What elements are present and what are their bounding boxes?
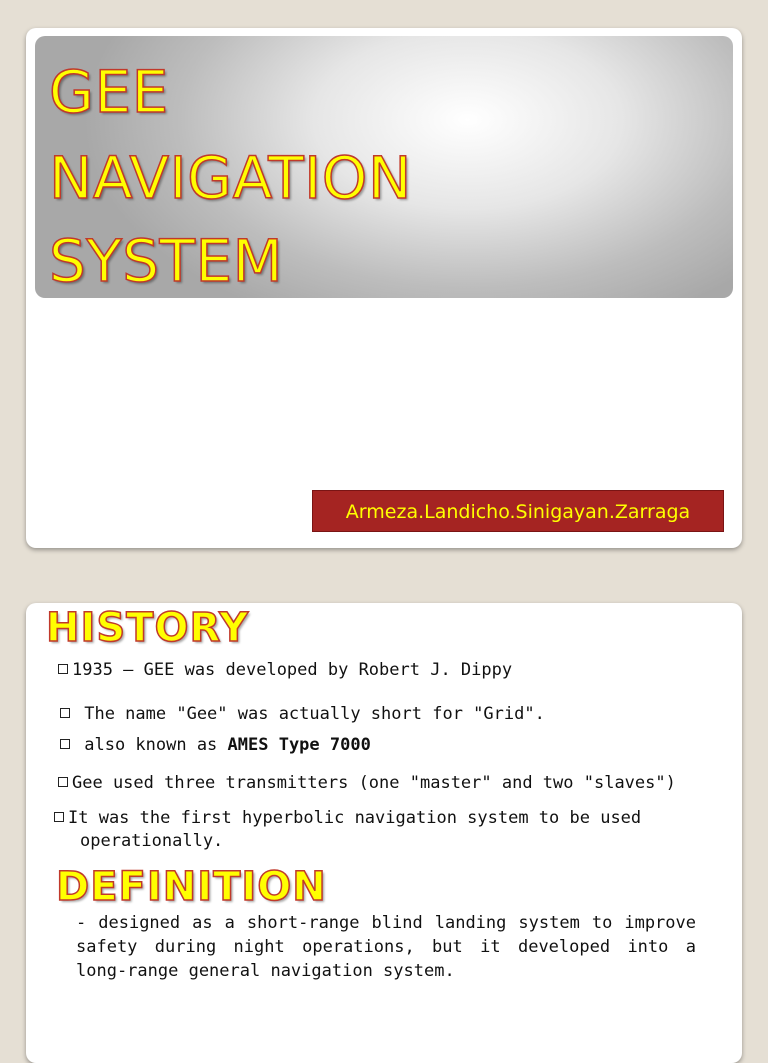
- history-bullet-4: [58, 772, 676, 795]
- bullet-text: It was the first hyperbolic navigation system to be used: [68, 808, 642, 828]
- history-bullet-2: [60, 703, 545, 726]
- checkbox-bullet-icon: [54, 812, 64, 822]
- checkbox-bullet-icon: [58, 664, 68, 674]
- title-line-2: NAVIGATION: [49, 144, 412, 212]
- definition-text: - designed as a short-range blind landing system to improve safety during night operations, but it developed into a long-range general navigation system.: [76, 913, 696, 981]
- checkbox-bullet-icon: [60, 739, 70, 749]
- definition-heading: DEFINITION: [56, 864, 327, 910]
- history-bullet-3: [60, 734, 371, 757]
- checkbox-bullet-icon: [60, 708, 70, 718]
- title-line-3: SYSTEM: [49, 227, 284, 295]
- history-bullet-1: [58, 659, 512, 682]
- bullet-text: The name "Gee" was actually short for "Grid".: [74, 704, 545, 724]
- authors-label: Armeza.Landicho.Sinigayan.Zarraga: [312, 490, 724, 532]
- bullet-text: Gee used three transmitters (one "master" and two "slaves"): [72, 773, 676, 793]
- title-line-1: GEE: [49, 58, 169, 126]
- bullet-text-continued: operationally.: [80, 831, 224, 851]
- title-band: [35, 36, 733, 298]
- checkbox-bullet-icon: [58, 777, 68, 787]
- history-slide: [26, 603, 742, 1063]
- history-heading: HISTORY: [46, 605, 250, 651]
- title-slide: [26, 28, 742, 548]
- bullet-text: 1935 – GEE was developed by Robert J. Dippy: [72, 660, 513, 680]
- history-bullet-5: [54, 807, 714, 853]
- bullet-text: also known as: [74, 735, 228, 755]
- ames-type-term: AMES Type 7000: [227, 735, 371, 755]
